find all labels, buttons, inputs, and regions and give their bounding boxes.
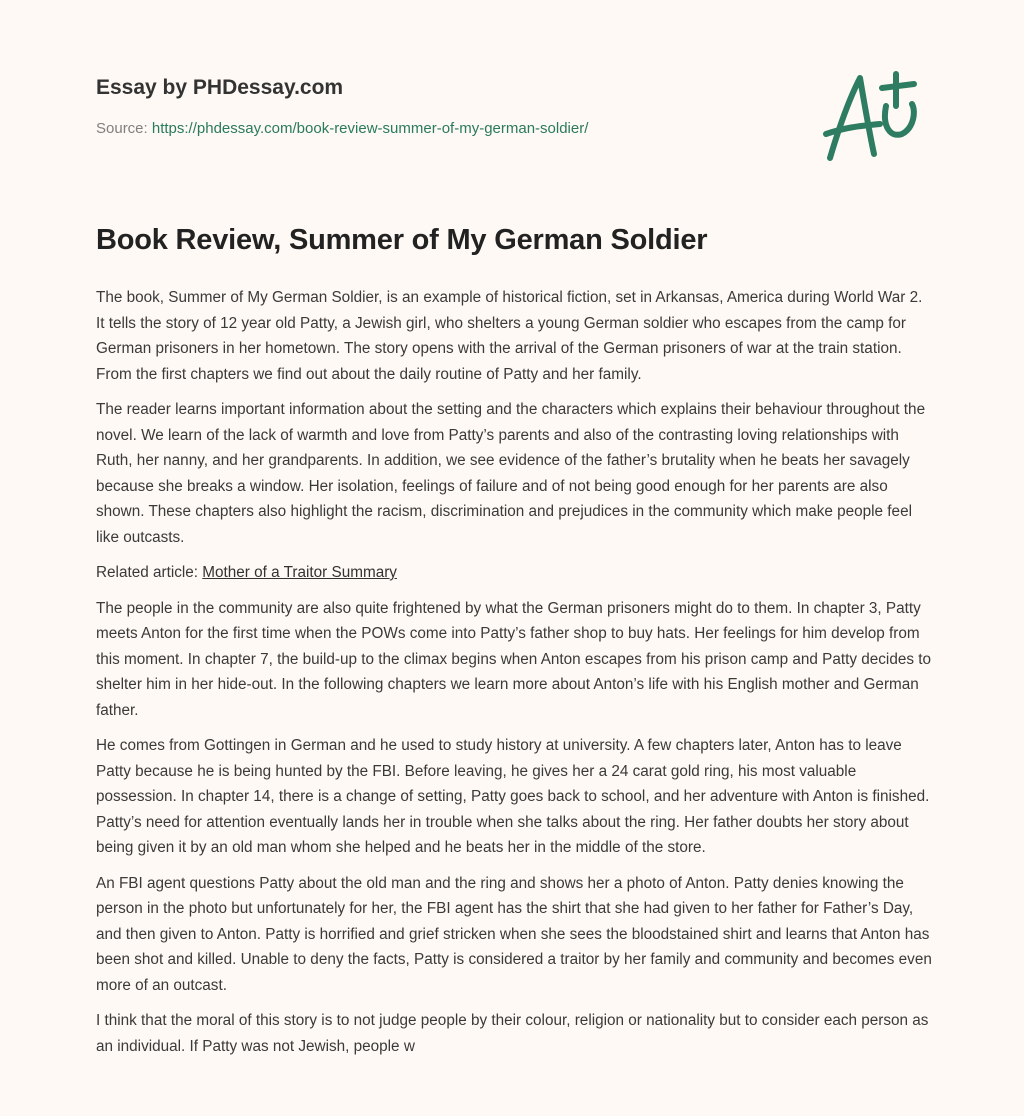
related-article-link[interactable]: Mother of a Traitor Summary xyxy=(202,564,397,581)
essay-title: Book Review, Summer of My German Soldier xyxy=(96,224,708,256)
paragraph: The book, Summer of My German Soldier, is an example of historical fiction, set in Arkansas, America during World War 2. It tells the story of 12 year old Patty, a Jewish girl, who shelters a young German soldier who escapes from the camp for German prisoners in her hometown. The story opens with the arrival of the German prisoners of war at the train station. From the first chapters we find out about the daily routine of Patty and her family. xyxy=(96,289,923,383)
related-article xyxy=(96,560,932,586)
brand-title: Essay by PHDessay.com xyxy=(96,76,344,99)
essay-body xyxy=(96,285,932,1069)
site-header xyxy=(96,76,588,137)
paragraph: He comes from Gottingen in German and he used to study history at university. A few chapters later, Anton has to leave Patty because he is being hunted by the FBI. Before leaving, he gives her a 24 carat gold ring, his most valuable possession. In chapter 14, there is a change of setting, Patty goes back to school, and her adventure with Anton is finished. Patty’s need for attention eventually lands her in trouble when she talks about the ring. Her father doubts her story about being given it by an old man whom she helped and he beats her in the middle of the store. xyxy=(96,737,930,856)
source-label: Source: xyxy=(96,120,148,137)
related-label: Related article: xyxy=(96,564,199,581)
paragraph: The people in the community are also quite frightened by what the German prisoners might do to them. In chapter 3, Patty meets Anton for the first time when the POWs come into Patty’s father shop to buy hats. Her feelings for him develop from this moment. In chapter 7, the build-up to the climax begins when Anton escapes from his prison camp and Patty decides to shelter him in her hide-out. In the following chapters we learn more about Anton’s life with his English mother and German father. xyxy=(96,599,931,719)
paragraph: I think that the moral of this story is to not judge people by their colour, religion or nationality but to consider each person as an individual. If Patty was not Jewish, people w xyxy=(96,1012,929,1055)
source-line xyxy=(96,120,588,137)
paragraph: The reader learns important information about the setting and the characters which explains their behaviour throughout the novel. We learn of the lack of warmth and love from Patty’s parents and also of the contrasting loving relationships with Ruth, her nanny, and her grandparents. In addition, we see evidence of the father’s brutality when he beats her savagely because she breaks a window. Her isolation, feelings of failure and of not being good enough for her parents are also shown. These chapters also highlight the racism, discrimination and prejudices in the community which make people feel like outcasts. xyxy=(96,401,926,546)
paragraph: An FBI agent questions Patty about the old man and the ring and shows her a photo of Anton. Patty denies knowing the person in the photo but unfortunately for her, the FBI agent has the shirt that she had given to her father for Father’s Day, and then given to Anton. Patty is horrified and grief stricken when she sees the bloodstained shirt and learns that Anton has been shot and killed. Unable to deny the facts, Patty is considered a traitor by her family and community and becomes even more of an outcast. xyxy=(96,874,932,994)
source-link[interactable]: https://phdessay.com/book-review-summer-of-my-german-soldier/ xyxy=(151,120,589,137)
a-plus-logo-icon xyxy=(818,66,928,166)
